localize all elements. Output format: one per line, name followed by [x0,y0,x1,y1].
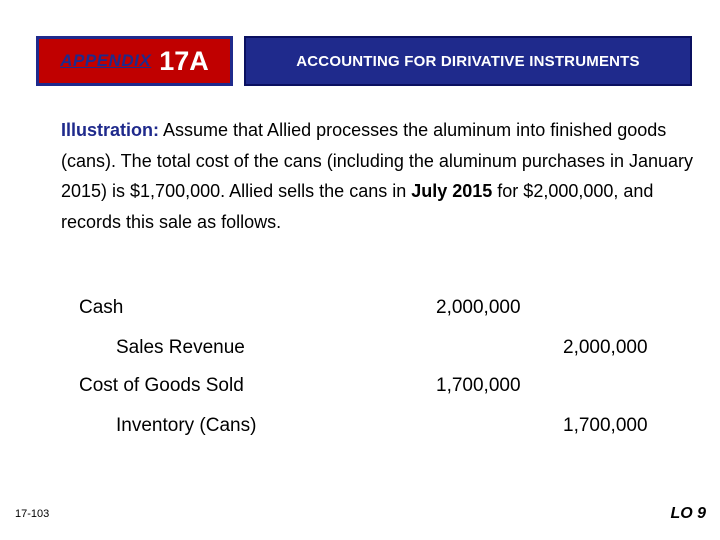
appendix-label: APPENDIX [60,51,152,70]
illustration-label: Illustration: [61,120,159,140]
appendix-number: 17A [159,45,209,76]
journal-debit-cash: 2,000,000 [436,297,521,318]
page-number: 17-103 [15,508,50,520]
illustration-bold-date: July 2015 [411,181,493,201]
journal-debit-cost-of-goods-sold: 1,700,000 [436,375,521,396]
appendix-badge [36,36,233,86]
learning-objective: LO 9 [670,505,706,522]
journal-account-cost-of-goods-sold: Cost of Goods Sold [79,375,244,396]
journal-credit-inventory-cans: 1,700,000 [563,415,648,436]
journal-account-inventory-cans: Inventory (Cans) [116,415,257,436]
chapter-title-banner [244,36,692,86]
journal-credit-sales-revenue: 2,000,000 [563,337,648,358]
illustration-text-part-1: Assume that Allied processes the aluminum into finished goods (cans). The total cost of the cans (including the aluminum purchases in January 2015) is $1,700,000. Allied sells the cans in [61,120,693,201]
illustration-text-part-2: for $2,000,000, and records this sale as follows. [61,181,654,232]
journal-account-sales-revenue: Sales Revenue [116,337,245,358]
journal-account-cash: Cash [79,297,124,318]
illustration-paragraph [61,115,701,237]
chapter-title: ACCOUNTING FOR DIRIVATIVE INSTRUMENTS [296,52,640,70]
